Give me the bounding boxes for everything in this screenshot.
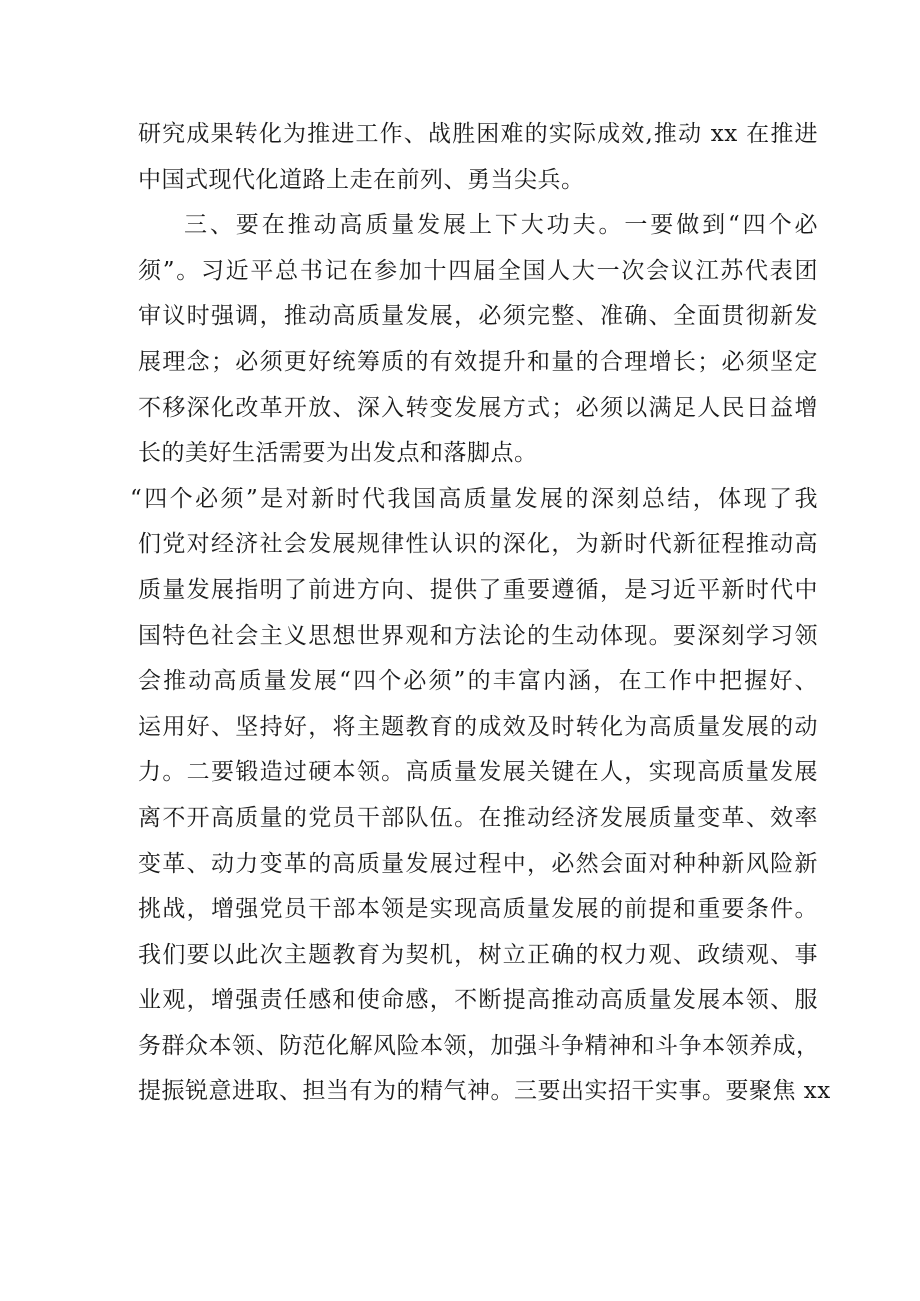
text-line: 业观，增强责任感和使命感，不断提高推动高质量发展本领、服 bbox=[138, 987, 818, 1014]
text-line: 国特色社会主义思想世界观和方法论的生动体现。要深刻学习领 bbox=[138, 622, 818, 649]
text-line: 须”。习近平总书记在参加十四届全国人大一次会议江苏代表团 bbox=[138, 257, 818, 284]
text-line: 中国式现代化道路上走在前列、勇当尖兵。 bbox=[138, 166, 585, 193]
text-line: 们党对经济社会发展规律性认识的深化，为新时代新征程推动高 bbox=[138, 531, 818, 558]
document-body bbox=[130, 112, 831, 1115]
text-line: 力。二要锻造过硬本领。高质量发展关键在人，实现高质量发展 bbox=[138, 759, 818, 786]
text-line: 审议时强调，推动高质量发展，必须完整、准确、全面贯彻新发 bbox=[138, 303, 818, 330]
text-line: 我们要以此次主题教育为契机，树立正确的权力观、政绩观、事 bbox=[138, 941, 818, 968]
text-line: 提振锐意进取、担当有为的精气神。三要出实招干实事。要聚焦 xx bbox=[138, 1078, 831, 1105]
text-line: 长的美好生活需要为出发点和落脚点。 bbox=[138, 440, 538, 467]
text-line: 会推动高质量发展“四个必须”的丰富内涵，在工作中把握好、 bbox=[138, 668, 818, 695]
text-line: “四个必须”是对新时代我国高质量发展的深刻总结，体现了我 bbox=[130, 485, 818, 512]
text-line: 质量发展指明了前进方向、提供了重要遵循，是习近平新时代中 bbox=[138, 576, 818, 603]
section-heading-line: 三、要在推动高质量发展上下大功夫。一要做到“四个必 bbox=[184, 212, 818, 239]
text-line: 不移深化改革开放、深入转变发展方式；必须以满足人民日益增 bbox=[138, 394, 818, 421]
text-line: 研究成果转化为推进工作、战胜困难的实际成效,推动 xx 在推进 bbox=[138, 121, 818, 147]
text-line: 离不开高质量的党员干部队伍。在推动经济发展质量变革、效率 bbox=[138, 804, 818, 831]
text-line: 运用好、坚持好，将主题教育的成效及时转化为高质量发展的动 bbox=[138, 713, 818, 740]
text-line: 务群众本领、防范化解风险本领，加强斗争精神和斗争本领养成， bbox=[138, 1032, 820, 1059]
text-line: 展理念；必须更好统筹质的有效提升和量的合理增长；必须坚定 bbox=[138, 348, 818, 375]
text-line: 挑战，增强党员干部本领是实现高质量发展的前提和重要条件。 bbox=[138, 896, 818, 923]
text-line: 变革、动力变革的高质量发展过程中，必然会面对种种新风险新 bbox=[138, 850, 818, 877]
